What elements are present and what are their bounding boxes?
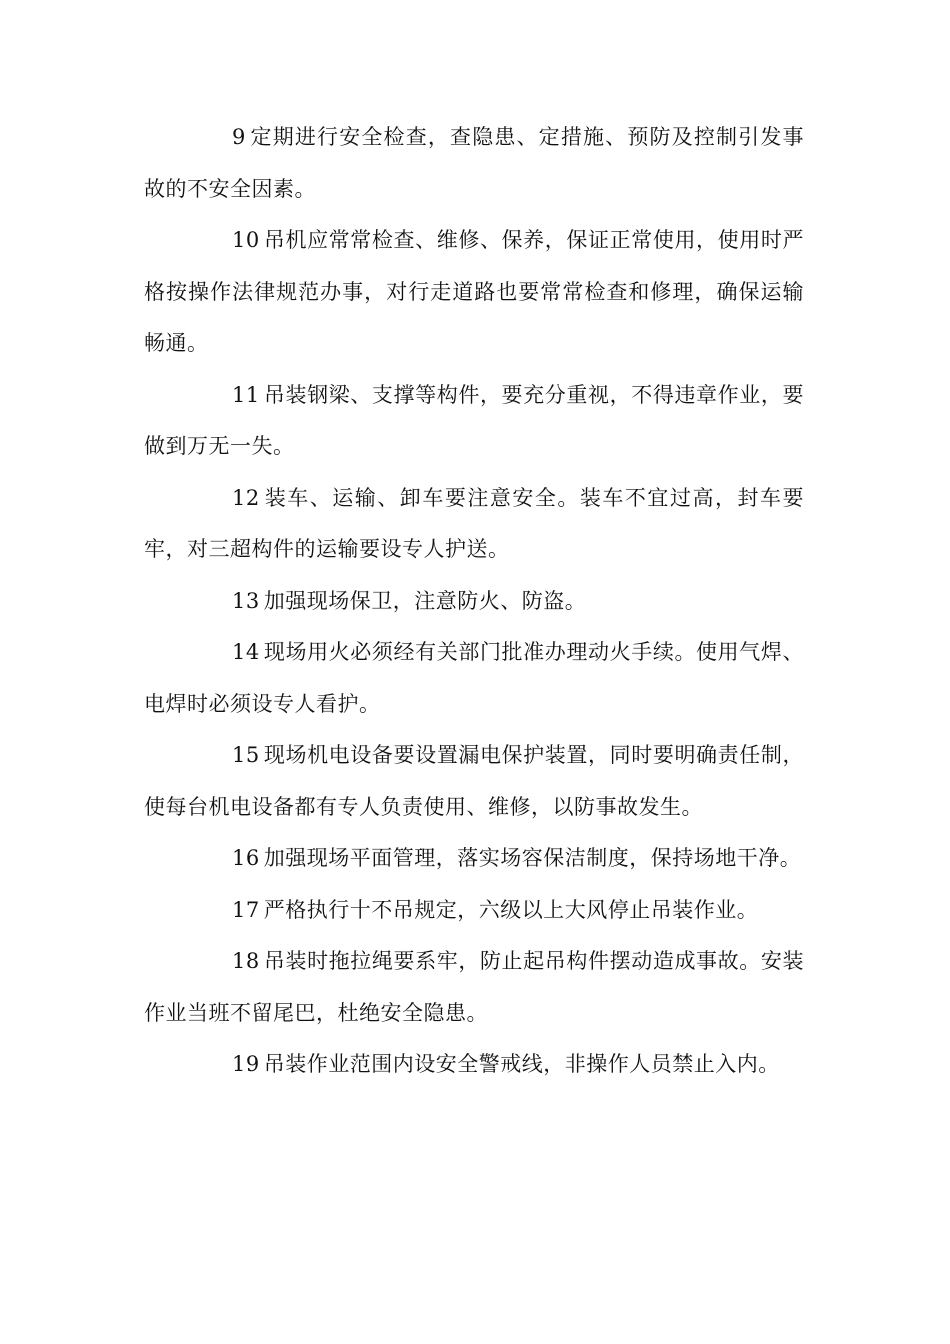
paragraph-text: 现场用火必须经有关部门批准办理动火手续。使用气焊、电焊时必须设专人看护。 bbox=[144, 640, 804, 716]
paragraph-text: 装车、运输、卸车要注意安全。装车不宜过高，封车要牢，对三超构件的运输要设专人护送。 bbox=[144, 485, 804, 561]
paragraph-text: 吊装作业范围内设安全警戒线，非操作人员禁止入内。 bbox=[263, 1052, 780, 1076]
paragraph-12 bbox=[144, 473, 804, 576]
paragraph-text: 定期进行安全检查，查隐患、定措施、预防及控制引发事故的不安全因素。 bbox=[144, 125, 804, 201]
paragraph-10 bbox=[144, 215, 804, 370]
paragraph-number: 15 bbox=[232, 743, 260, 767]
paragraph-text: 现场机电设备要设置漏电保护装置，同时要明确责任制，使每台机电设备都有专人负责使用、维修，以防事故发生。 bbox=[144, 743, 804, 819]
paragraph-15 bbox=[144, 730, 804, 833]
paragraph-text: 加强现场保卫，注意防火、防盗。 bbox=[263, 588, 587, 613]
paragraph-number: 13 bbox=[232, 588, 260, 613]
paragraph-text: 严格执行十不吊规定，六级以上大风停止吊装作业。 bbox=[263, 897, 759, 922]
paragraph-number: 11 bbox=[232, 382, 260, 407]
paragraph-number: 12 bbox=[232, 485, 260, 510]
document-body bbox=[144, 112, 804, 1091]
paragraph-number: 10 bbox=[232, 228, 260, 252]
paragraph-number: 17 bbox=[232, 897, 260, 922]
paragraph-text: 吊机应常常检查、维修、保养，保证正常使用，使用时严格按操作法律规范办事，对行走道路也要常常检查和修理，确保运输畅通。 bbox=[144, 228, 804, 355]
paragraph-text: 吊装钢梁、支撑等构件，要充分重视，不得违章作业，要做到万无一失。 bbox=[144, 382, 804, 458]
paragraph-text: 吊装时拖拉绳要系牢，防止起吊构件摆动造成事故。安装作业当班不留尾巴，杜绝安全隐患。 bbox=[144, 949, 804, 1025]
paragraph-number: 16 bbox=[232, 846, 260, 870]
paragraph-13 bbox=[144, 576, 804, 628]
paragraph-number: 14 bbox=[232, 640, 260, 664]
paragraph-number: 9 bbox=[232, 125, 246, 149]
paragraph-9 bbox=[144, 112, 804, 215]
paragraph-11 bbox=[144, 370, 804, 473]
paragraph-number: 18 bbox=[232, 949, 260, 973]
paragraph-text: 加强现场平面管理，落实场容保洁制度，保持场地干净。 bbox=[263, 846, 802, 870]
paragraph-18 bbox=[144, 936, 804, 1039]
paragraph-number: 19 bbox=[232, 1052, 260, 1076]
paragraph-16 bbox=[144, 833, 804, 885]
paragraph-14 bbox=[144, 627, 804, 730]
paragraph-17 bbox=[144, 885, 804, 937]
paragraph-19 bbox=[144, 1039, 804, 1091]
